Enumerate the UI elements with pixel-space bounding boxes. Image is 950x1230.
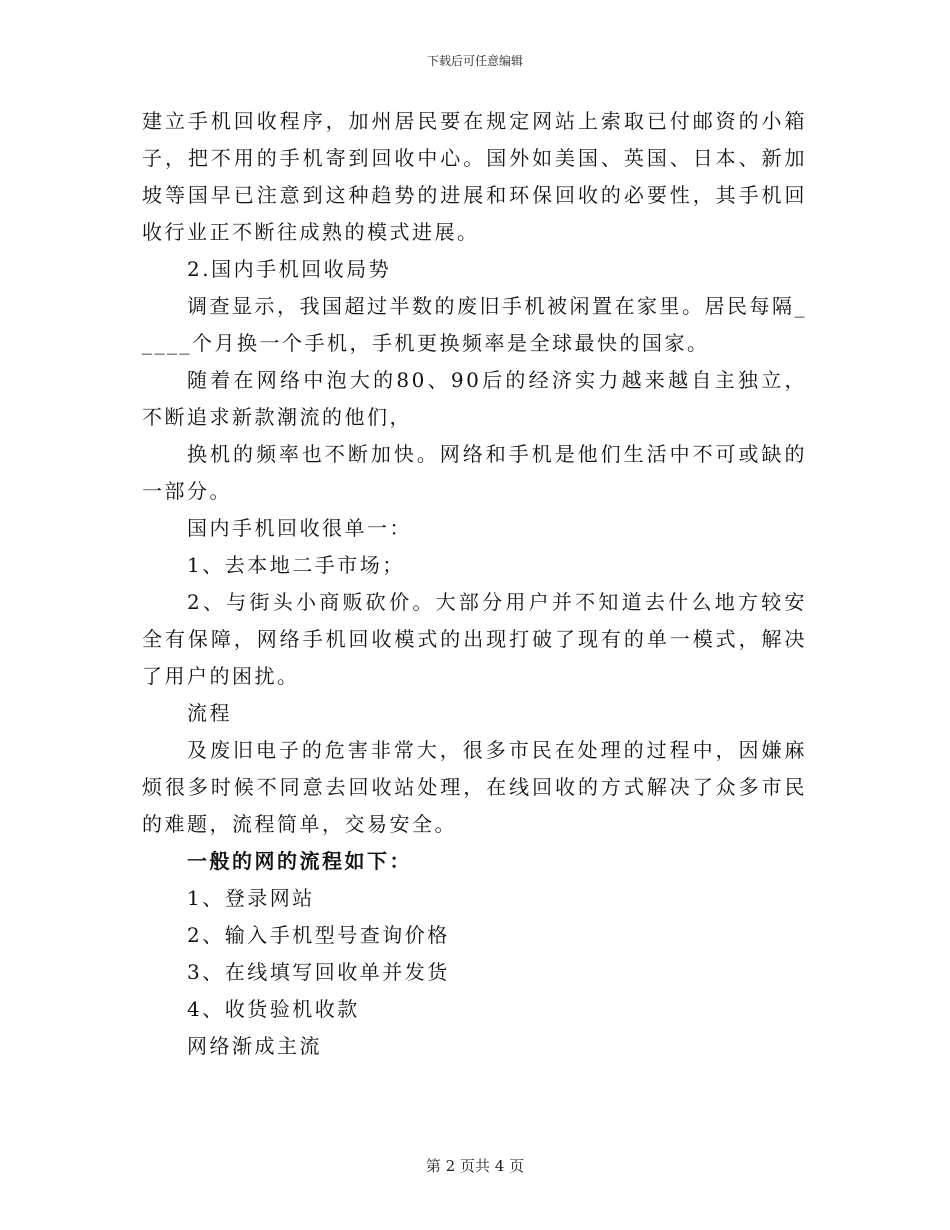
paragraph: 调查显示，我国超过半数的废旧手机被闲置在家里。居民每隔_____个月换一个手机，手机更换频率是全球最快的国家。 [142, 294, 807, 355]
list-item: 4、收货验机收款 [187, 997, 360, 1021]
paragraph: 国内手机回收很单一： [187, 516, 412, 540]
section-heading: 流程 [187, 701, 232, 725]
document-body [142, 103, 807, 1065]
paragraph: 及废旧电子的危害非常大，很多市民在处理的过程中，因嫌麻烦很多时候不同意去回收站处理，在线回收的方式解决了众多市民的难题，流程简单，交易安全。 [142, 738, 807, 836]
paragraph: 换机的频率也不断加快。网络和手机是他们生活中不可或缺的一部分。 [142, 442, 807, 503]
list-item: 2、与街头小商贩砍价。大部分用户并不知道去什么地方较安全有保障，网络手机回收模式的出现打破了现有的单一模式，解决了用户的困扰。 [142, 590, 807, 688]
page-number: 第 2 页共 4 页 [425, 1157, 525, 1175]
section-heading: 2.国内手机回收局势 [187, 257, 392, 281]
bold-heading: 一般的网的流程如下： [187, 849, 412, 873]
list-item: 3、在线填写回收单并发货 [187, 960, 450, 984]
list-item: 1、登录网站 [187, 886, 315, 910]
section-heading: 网络渐成主流 [187, 1034, 322, 1058]
page-header: 下载后可任意编辑 [426, 54, 523, 68]
list-item: 2、输入手机型号查询价格 [187, 923, 450, 947]
paragraph: 随着在网络中泡大的80、90后的经济实力越来越自主独立，不断追求新款潮流的他们， [142, 368, 807, 429]
list-item: 1、去本地二手市场； [187, 553, 405, 577]
paragraph: 建立手机回收程序，加州居民要在规定网站上索取已付邮资的小箱子，把不用的手机寄到回收中心。国外如美国、英国、日本、新加坡等国早已注意到这种趋势的进展和环保回收的必要性，其手机回收行业正不断往成熟的模式进展。 [142, 109, 807, 244]
